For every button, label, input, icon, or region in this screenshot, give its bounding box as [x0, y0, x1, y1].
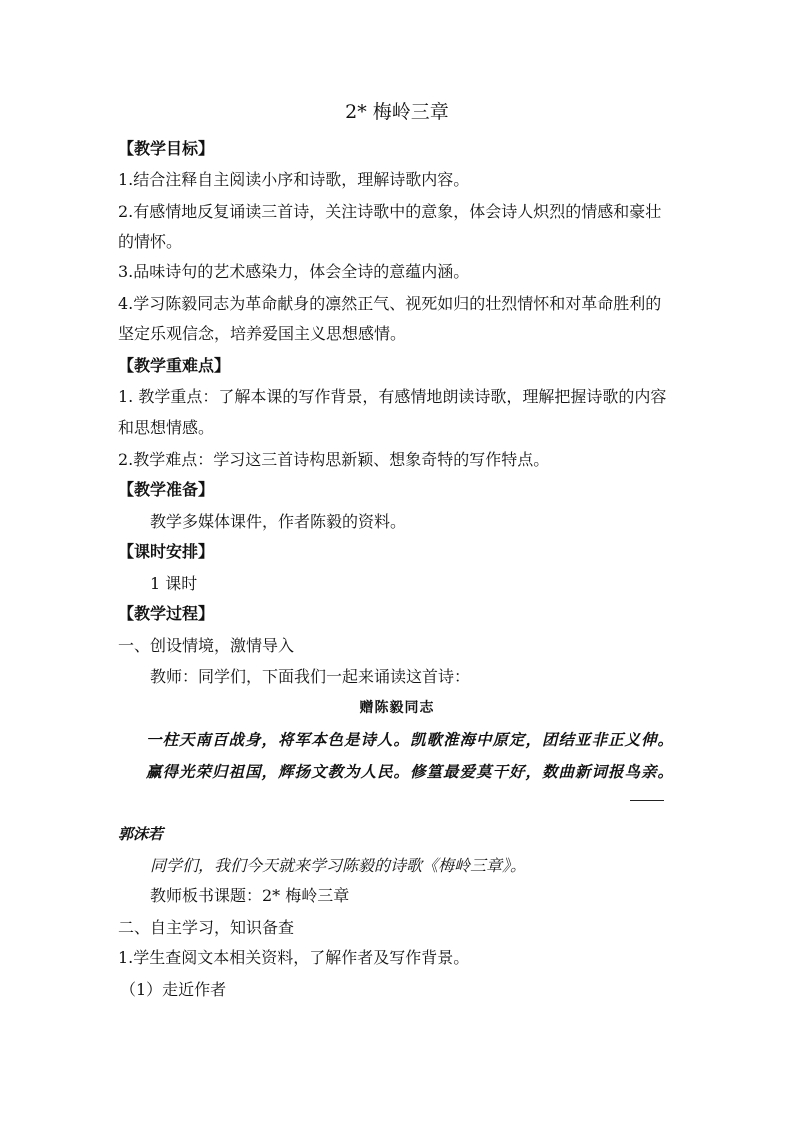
key-point-1: 1. 教学重点：了解本课的写作背景，有感情地朗读诗歌，理解把握诗歌的内容 — [118, 387, 667, 406]
heading-process: 【教学过程】 — [118, 604, 215, 623]
key-point-2: 2.教学难点：学习这三首诗构思新颖、想象奇特的写作特点。 — [118, 450, 550, 469]
poem-line-2: 赢得光荣归祖国，辉扬文教为人民。修篁最爱莫干好，数曲新词报鸟亲。 — [146, 762, 675, 781]
poem-author: 郭沫若 — [118, 825, 164, 843]
heading-preparation: 【教学准备】 — [118, 480, 215, 499]
section-1-heading: 一、创设情境，激情导入 — [118, 636, 295, 655]
page-title: 2* 梅岭三章 — [345, 101, 449, 123]
objective-2: 2.有感情地反复诵读三首诗，关注诗歌中的意象，体会诗人炽烈的情感和豪壮 — [118, 202, 662, 221]
board-title: 教师板书课题：2* 梅岭三章 — [150, 886, 350, 905]
class-intro: 同学们，我们今天就来学习陈毅的诗歌《梅岭三章》。 — [150, 856, 527, 875]
heading-objectives: 【教学目标】 — [118, 139, 215, 158]
heading-key-points: 【教学重难点】 — [118, 356, 231, 375]
teacher-intro: 教师：同学们，下面我们一起来诵读这首诗： — [150, 667, 471, 686]
preparation-text: 教学多媒体课件，作者陈毅的资料。 — [150, 512, 407, 531]
section-2-heading: 二、自主学习，知识备查 — [118, 918, 295, 937]
objective-2-cont: 的情怀。 — [118, 232, 183, 251]
attribution-dash — [630, 800, 664, 801]
poem-title: 赠陈毅同志 — [359, 700, 435, 716]
step-1: 1.学生查阅文本相关资料，了解作者及写作背景。 — [118, 948, 470, 967]
poem-line-1: 一柱天南百战身，将军本色是诗人。凯歌淮海中原定，团结亚非正义伸。 — [146, 730, 675, 749]
objective-1: 1.结合注释自主阅读小序和诗歌，理解诗歌内容。 — [118, 170, 470, 189]
objective-4: 4.学习陈毅同志为革命献身的凛然正气、视死如归的壮烈情怀和对革命胜利的 — [118, 294, 662, 313]
objective-4-cont: 坚定乐观信念，培养爱国主义思想感情。 — [118, 324, 407, 343]
key-point-1-cont: 和思想情感。 — [118, 418, 215, 437]
objective-3: 3.品味诗句的艺术感染力，体会全诗的意蕴内涵。 — [118, 262, 470, 281]
schedule-text: 1 课时 — [150, 574, 198, 593]
heading-schedule: 【课时安排】 — [118, 542, 215, 561]
step-1-sub: （1）走近作者 — [120, 980, 227, 999]
